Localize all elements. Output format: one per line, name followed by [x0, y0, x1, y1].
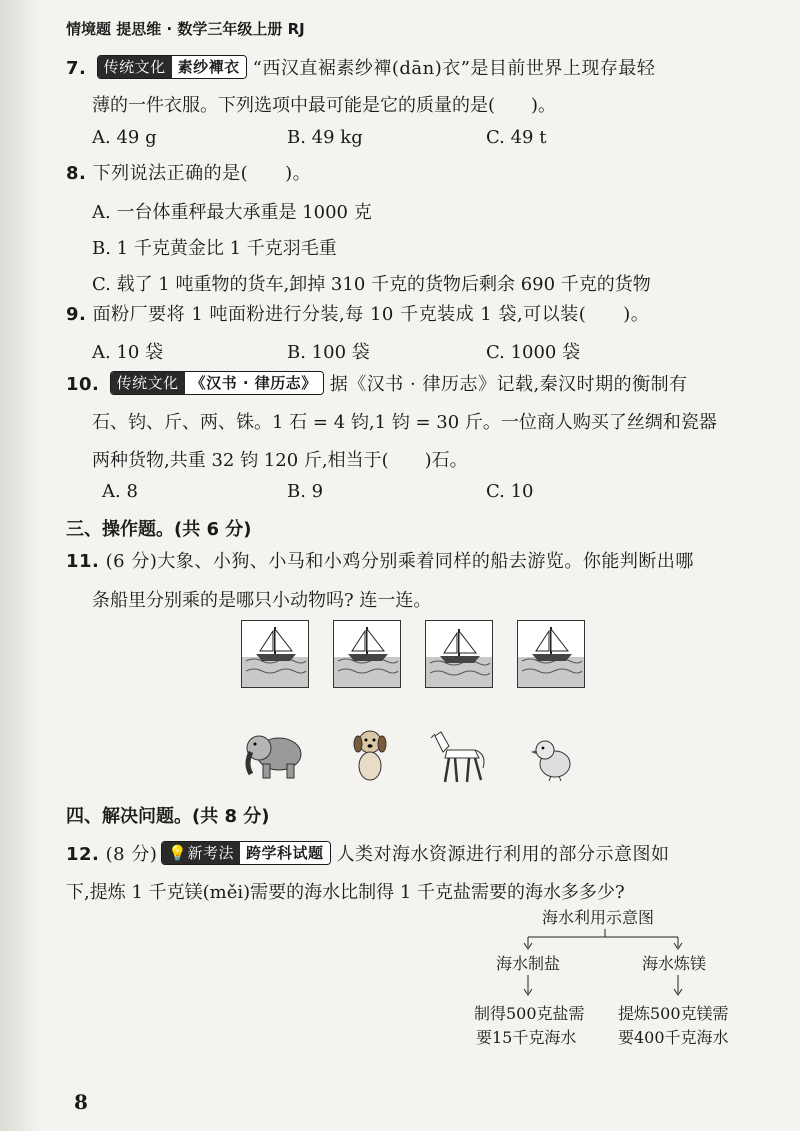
diagram-right-note-2: 要400千克海水 [618, 1028, 729, 1047]
option-c[interactable]: C. 载了 1 吨重物的货车,卸掉 310 千克的货物后剩余 690 千克的货物 [92, 274, 651, 295]
page-header: 情境题 提思维 · 数学三年级上册 RJ [66, 20, 305, 38]
boat-icon [426, 621, 492, 687]
option-a[interactable]: A. 10 袋 [92, 342, 164, 363]
diagram-right-note-1: 提炼500克镁需 [618, 1004, 729, 1023]
question-9 [66, 298, 649, 332]
tag-dark-label: 新考法 [187, 844, 235, 862]
diagram-right-node: 海水炼镁 [642, 954, 707, 973]
tag-dark [162, 842, 240, 864]
horse-icon[interactable] [429, 728, 491, 790]
boat-box-4[interactable] [517, 620, 585, 688]
question-text: 下列说法正确的是( )。 [92, 163, 312, 184]
tag-dark: 传统文化 [111, 372, 185, 394]
question-7 [66, 52, 655, 86]
question-number: 9. [66, 304, 87, 325]
section-3-title: 三、操作题。(共 6 分) [66, 519, 252, 540]
diagram-left-note-2: 要15千克海水 [476, 1028, 577, 1047]
diagram-left-note-1: 制得500克盐需 [474, 1004, 585, 1023]
option-a[interactable]: A. 49 g [92, 127, 157, 148]
question-text: 人类对海水资源进行利用的部分示意图如 [336, 844, 670, 865]
boat-icon [242, 621, 308, 687]
dog-icon[interactable] [348, 728, 392, 790]
boat-icon [334, 621, 400, 687]
seawater-diagram [470, 905, 740, 1055]
option-c[interactable]: C. 49 t [486, 127, 547, 148]
question-7-line2: 薄的一件衣服。下列选项中最可能是它的质量的是( )。 [92, 95, 557, 116]
new-method-tag [161, 841, 330, 865]
lightbulb-icon: 💡 [168, 844, 188, 862]
elephant-icon[interactable] [243, 728, 307, 786]
question-12-line2: 下,提炼 1 千克镁(měi)需要的海水比制得 1 千克盐需要的海水多多少? [66, 882, 625, 903]
option-a[interactable]: A. 8 [102, 481, 138, 502]
question-8 [66, 157, 311, 191]
tag-dark: 传统文化 [98, 56, 172, 78]
boat-icon [518, 621, 584, 687]
chick-icon[interactable] [531, 736, 573, 786]
page-number: 8 [74, 1090, 88, 1114]
question-text: 据《汉书 · 律历志》记载,秦汉时期的衡制有 [329, 374, 688, 395]
question-number: 7. [66, 58, 87, 79]
question-text: (6 分)大象、小狗、小马和小鸡分别乘着同样的船去游览。你能判断出哪 [105, 551, 694, 572]
question-10-line3: 两种货物,共重 32 钧 120 斤,相当于( )石。 [92, 450, 468, 471]
page-edge [0, 0, 40, 1131]
tag-light: 素纱襌衣 [172, 56, 246, 78]
boat-box-2[interactable] [333, 620, 401, 688]
option-c[interactable]: C. 10 [486, 481, 534, 502]
boat-box-3[interactable] [425, 620, 493, 688]
diagram-title: 海水利用示意图 [542, 908, 655, 927]
option-b[interactable]: B. 1 千克黄金比 1 千克羽毛重 [92, 238, 337, 259]
diagram-left-node: 海水制盐 [496, 954, 561, 973]
question-10 [66, 368, 688, 402]
option-b[interactable]: B. 100 袋 [287, 342, 370, 363]
question-10-line2: 石、钧、斤、两、铢。1 石 = 4 钧,1 钧 = 30 斤。一位商人购买了丝绸和瓷器 [92, 412, 717, 433]
option-b[interactable]: B. 49 kg [287, 127, 363, 148]
question-number: 8. [66, 163, 87, 184]
question-number: 11. [66, 551, 100, 572]
culture-tag [110, 371, 324, 395]
question-number: 10. [66, 374, 100, 395]
question-text: 面粉厂要将 1 吨面粉进行分装,每 10 千克装成 1 袋,可以装( )。 [92, 304, 650, 325]
tag-light: 跨学科试题 [240, 842, 330, 864]
question-11-line2: 条船里分别乘的是哪只小动物吗? 连一连。 [92, 590, 432, 611]
option-a[interactable]: A. 一台体重秤最大承重是 1000 克 [92, 202, 372, 223]
question-11 [66, 545, 694, 579]
option-b[interactable]: B. 9 [287, 481, 324, 502]
option-c[interactable]: C. 1000 袋 [486, 342, 581, 363]
question-text: “西汉直裾素纱襌(dān)衣”是目前世界上现存最轻 [252, 58, 656, 79]
question-12 [66, 838, 670, 872]
boat-box-1[interactable] [241, 620, 309, 688]
question-score: (8 分) [105, 844, 158, 865]
culture-tag [97, 55, 247, 79]
question-number: 12. [66, 844, 100, 865]
section-4-title: 四、解决问题。(共 8 分) [66, 806, 270, 827]
tag-light: 《汉书 · 律历志》 [185, 372, 323, 394]
